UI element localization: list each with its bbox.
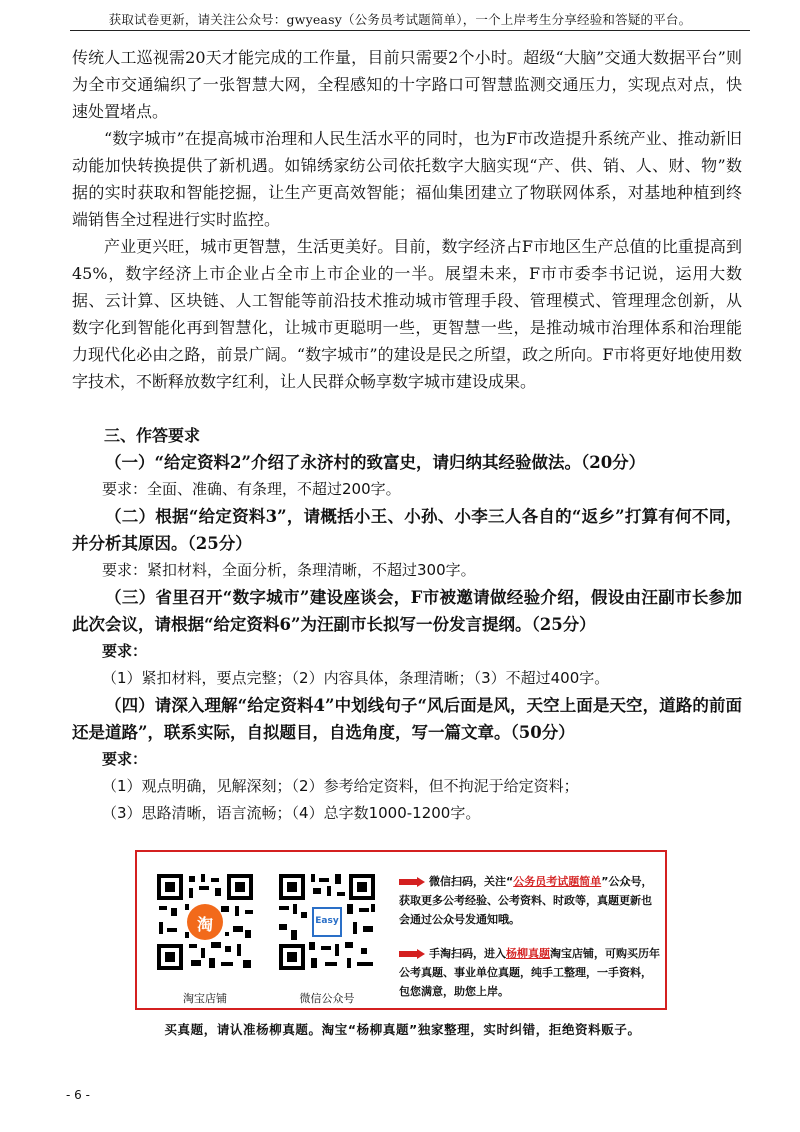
question-4-requirement-line-2: （3）思路清晰，语言流畅；（4）总字数1000-1200字。 [102,804,481,822]
question-4-requirement-label: 要求： [102,750,148,768]
question-3-requirement: （1）紧扣材料，要点完整；（2）内容具体，条理清晰；（3）不超过400字。 [102,669,610,687]
question-2-title: （二）根据“给定资料3”，请概括小王、小孙、小李三人各自的“返乡”打算有何不同，并分析其原因。（25分） [72,507,742,553]
wechat-notice [399,872,661,929]
red-hand-arrow-icon [399,877,425,887]
wechat-notice-text-end: ”公众号，获取更多公考经验、公考资料、时政等，真题更新也会通过公众号发通知哦。 [399,875,653,926]
document-body [72,44,742,827]
taobao-shop-name[interactable]: 杨柳真题 [506,947,550,960]
taobao-badge: 淘 [196,915,213,934]
red-hand-arrow-icon [399,949,425,959]
question-2-requirement: 要求：紧扣材料，全面分析，条理清晰，不超过300字。 [102,561,476,579]
footer-note: 买真题，请认准杨柳真题。淘宝“杨柳真题”独家整理，实时纠错，拒绝资料贩子。 [164,1022,641,1037]
promo-box [135,850,667,1010]
wechat-qr-code[interactable] [277,872,377,972]
page-header: 获取试卷更新，请关注公众号：gwyeasy（公务员考试题简单），一个上岸考生分享经验和答疑的平台。 [108,12,692,27]
question-1-requirement: 要求：全面、准确、有条理，不超过200字。 [102,480,401,498]
paragraph-3: 产业更兴旺，城市更智慧，生活更美好。目前，数字经济占F市地区生产总值的比重提高到45%，数字经济上市企业占全市上市企业的一半。展望未来，F市市委李书记说，运用大数据、云计算、区块链、人工智能等前沿技术推动城市管理手段、管理模式、管理理念创新，从数字化到智能化再到智慧化，让城市更聪明一些，更智慧一些，是推动城市治理体系和治理能力现代化必由之路，前景广阔。“数字城市”的建设是民之所望，政之所向。F市将更好地使用数字技术，不断释放数字红利，让人民群众畅享数字城市建设成果。 [72,237,742,391]
paragraph-2: “数字城市”在提高城市治理和人民生活水平的同时，也为F市改造提升系统产业、推动新旧动能加快转换提供了新机遇。如锦绣家纺公司依托数字大脑实现“产、供、销、人、财、物”数据的实时获取和智能挖掘，让生产更高效智能；福仙集团建立了物联网体系，对基地种植到终端销售全过程进行实时监控。 [72,129,742,229]
wechat-notice-text-start: 微信扫码，关注“ [429,875,514,888]
question-4-requirement-line-1: （1）观点明确，见解深刻；（2）参考给定资料，但不拘泥于给定资料； [102,777,579,795]
taobao-qr-label: 淘宝店铺 [183,992,227,1005]
taobao-qr-code[interactable] [155,872,255,972]
taobao-notice-text-end: 淘宝店铺，可购买历年公考真题、事业单位真题，纯手工整理，一手资料，包您满意，助您上岸。 [399,947,660,998]
taobao-notice [399,944,661,1001]
wechat-badge: Easy [315,916,339,926]
wechat-account-name[interactable]: 公务员考试题简单 [513,875,602,888]
question-3-requirement-label: 要求： [102,642,148,660]
question-1-title: （一）“给定资料2”介绍了永济村的致富史，请归纳其经验做法。（20分） [105,453,646,472]
question-4-title: （四）请深入理解“给定资料4”中划线句子“风后面是风，天空上面是天空，道路的前面还是道路”，联系实际，自拟题目，自选角度，写一篇文章。（50分） [72,696,742,742]
paragraph-1: 传统人工巡视需20天才能完成的工作量，目前只需要2个小时。超级“大脑”交通大数据平台”则为全市交通编织了一张智慧大网，全程感知的十字路口可智慧监测交通压力，实现点对点，快速处置堵点。 [72,48,742,121]
wechat-qr-label: 微信公众号 [299,992,355,1005]
section-title: 三、作答要求 [104,426,201,445]
header-divider [70,30,750,31]
page-number: - 6 - [66,1088,90,1102]
question-3-title: （三）省里召开“数字城市”建设座谈会，F市被邀请做经验介绍，假设由汪副市长参加此次会议，请根据“给定资料6”为汪副市长拟写一份发言提纲。（25分） [72,588,742,634]
taobao-notice-text-start: 手淘扫码，进入 [429,947,506,960]
